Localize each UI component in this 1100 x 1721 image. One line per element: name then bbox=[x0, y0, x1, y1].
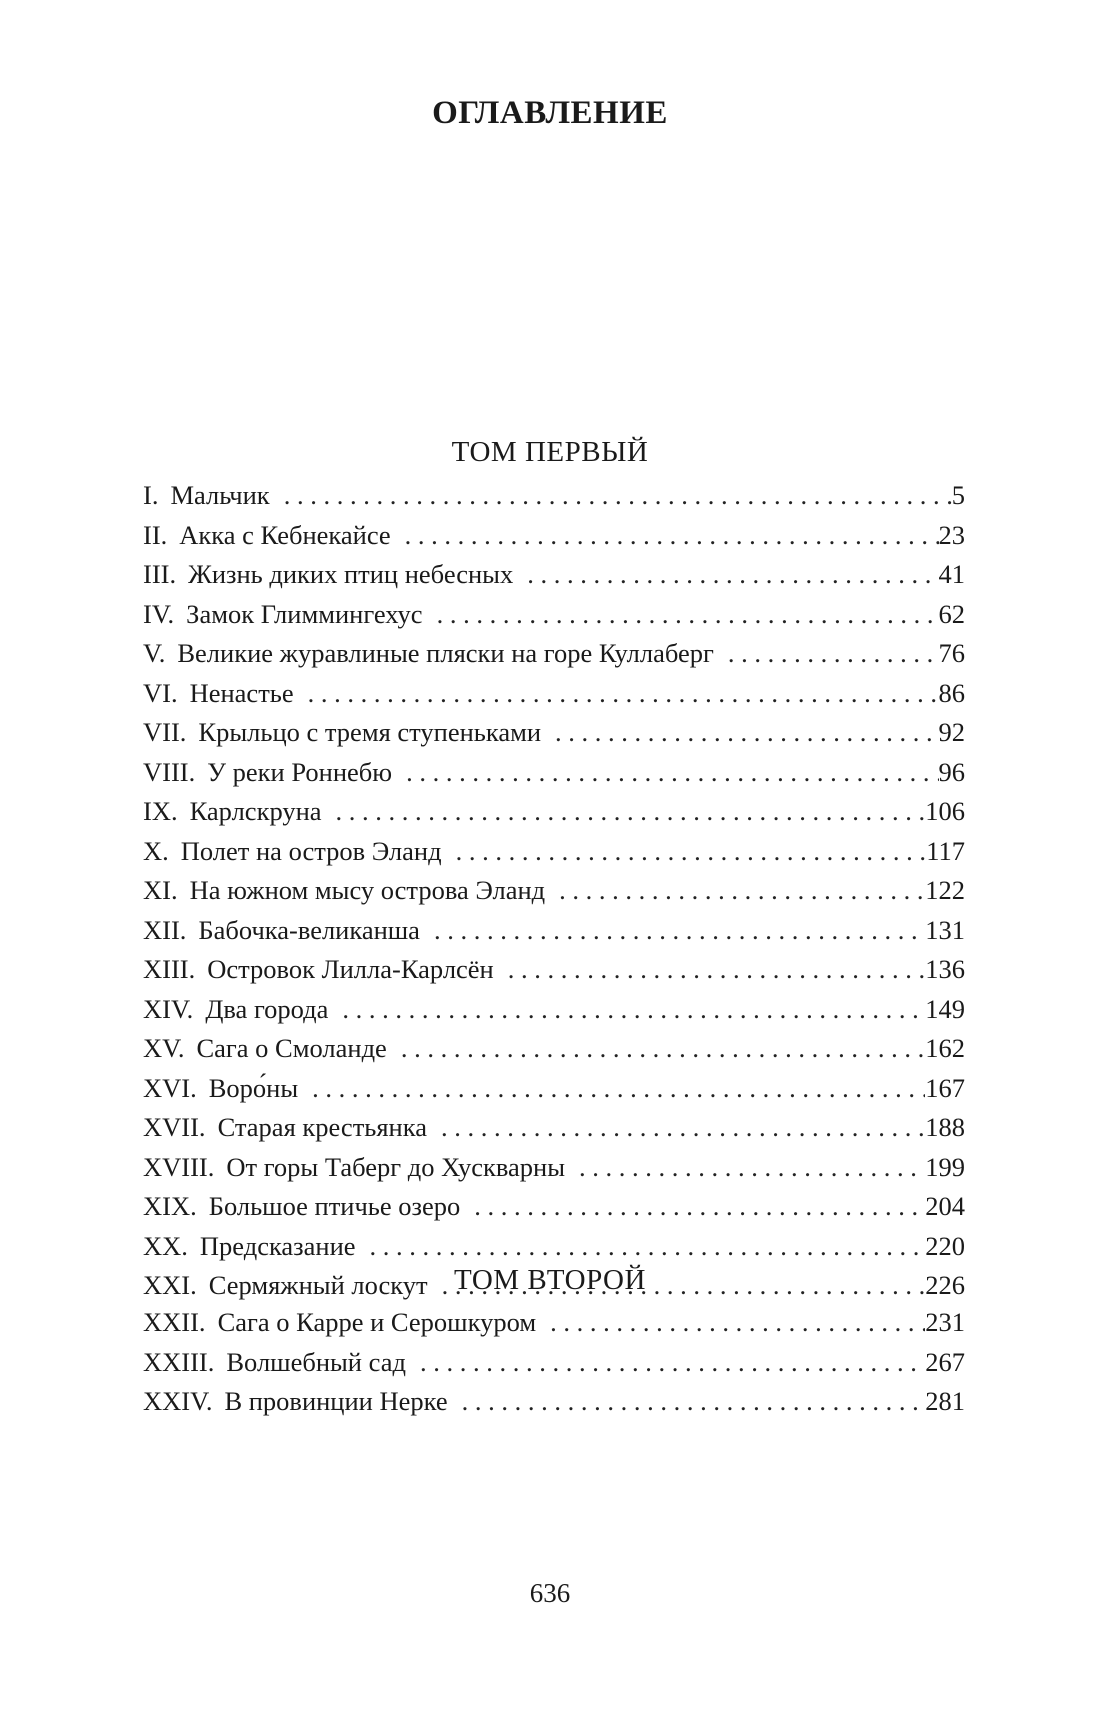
chapter-page-number: 188 bbox=[925, 1112, 965, 1142]
dot-leader bbox=[392, 753, 938, 793]
chapter-page-number: 136 bbox=[925, 954, 965, 984]
dot-leader bbox=[541, 713, 938, 753]
toc-entry bbox=[143, 674, 965, 714]
chapter-page-number: 62 bbox=[938, 598, 965, 629]
toc-entry bbox=[143, 871, 965, 911]
chapter-page-number: 131 bbox=[925, 914, 965, 945]
dot-leader bbox=[536, 1303, 925, 1343]
chapter-title: Сага о Карре и Серошкуром bbox=[217, 1307, 537, 1337]
chapter-number: VII. bbox=[143, 717, 187, 747]
toc-entry bbox=[143, 1108, 965, 1148]
toc-entry bbox=[143, 832, 965, 872]
toc-entry bbox=[143, 792, 965, 832]
chapter-number: VI. bbox=[143, 677, 178, 708]
chapter-page-number: 122 bbox=[925, 875, 965, 905]
chapter-page-number: 117 bbox=[926, 835, 965, 866]
chapter-title: Замок Глиммингехус bbox=[186, 598, 423, 629]
dot-leader bbox=[322, 792, 926, 832]
chapter-number: V. bbox=[143, 638, 166, 668]
toc-entry bbox=[143, 713, 965, 753]
chapter-title: Волшебный сад bbox=[226, 1346, 406, 1377]
dot-leader bbox=[356, 1227, 926, 1267]
chapter-title: От горы Таберг до Хускварны bbox=[226, 1151, 566, 1182]
chapter-page-number: 226 bbox=[925, 1270, 965, 1300]
toc-entry bbox=[143, 634, 965, 674]
dot-leader bbox=[420, 911, 925, 951]
dot-leader bbox=[391, 516, 939, 556]
chapter-title: Островок Лилла-Карлсён bbox=[207, 954, 494, 984]
chapter-number: XXI. bbox=[143, 1270, 197, 1300]
dot-leader bbox=[328, 990, 925, 1030]
chapter-number: XVI. bbox=[143, 1072, 197, 1103]
chapter-number: XI. bbox=[143, 875, 178, 905]
chapter-page-number: 167 bbox=[925, 1072, 965, 1103]
dot-leader bbox=[714, 634, 939, 674]
chapter-number: XIV. bbox=[143, 993, 194, 1024]
dot-leader bbox=[423, 595, 939, 635]
dot-leader bbox=[294, 674, 939, 714]
chapter-page-number: 231 bbox=[925, 1307, 965, 1337]
dot-leader bbox=[513, 555, 938, 595]
chapter-title: В провинции Нерке bbox=[224, 1386, 448, 1416]
dot-leader bbox=[427, 1108, 925, 1148]
toc-entry bbox=[143, 911, 965, 951]
page-title: ОГЛАВЛЕНИЕ bbox=[432, 95, 668, 131]
toc-entry bbox=[143, 990, 965, 1030]
toc-entry bbox=[143, 1187, 965, 1227]
chapter-page-number: 267 bbox=[925, 1346, 965, 1377]
chapter-title: Акка с Кебнекайсе bbox=[179, 519, 391, 550]
toc-entry bbox=[143, 595, 965, 635]
toc-entry bbox=[143, 950, 965, 990]
chapter-number: XX. bbox=[143, 1230, 188, 1261]
chapter-title: Великие журавлиные пляски на горе Куллаберг bbox=[177, 638, 714, 668]
chapter-title: Два города bbox=[205, 993, 329, 1024]
toc-entry bbox=[143, 1029, 965, 1069]
chapter-page-number: 106 bbox=[925, 796, 965, 826]
dot-leader bbox=[406, 1343, 925, 1383]
dot-leader bbox=[387, 1029, 925, 1069]
toc-entry bbox=[143, 1227, 965, 1267]
chapter-number: XVII. bbox=[143, 1112, 206, 1142]
chapter-number: XXII. bbox=[143, 1307, 206, 1337]
chapter-page-number: 96 bbox=[938, 756, 965, 787]
toc-list-volume-2 bbox=[143, 1303, 965, 1422]
chapter-page-number: 199 bbox=[925, 1151, 965, 1182]
chapter-title: Большое птичье озеро bbox=[208, 1191, 461, 1221]
chapter-number: I. bbox=[143, 480, 159, 510]
chapter-number: II. bbox=[143, 519, 168, 550]
chapter-title: На южном мысу острова Эланд bbox=[189, 875, 546, 905]
chapter-page-number: 86 bbox=[938, 677, 965, 708]
chapter-page-number: 204 bbox=[925, 1191, 965, 1221]
dot-leader bbox=[494, 950, 926, 990]
chapter-page-number: 76 bbox=[938, 638, 965, 668]
chapter-title: Сага о Смоланде bbox=[196, 1033, 387, 1063]
toc-entry bbox=[143, 1343, 965, 1383]
chapter-title: Крыльцо с тремя ступеньками bbox=[198, 717, 542, 747]
toc-entry bbox=[143, 476, 965, 516]
chapter-number: XVIII. bbox=[143, 1151, 215, 1182]
chapter-page-number: 149 bbox=[925, 993, 965, 1024]
toc-entry bbox=[143, 1148, 965, 1188]
chapter-page-number: 5 bbox=[951, 480, 965, 510]
dot-leader bbox=[460, 1187, 925, 1227]
chapter-page-number: 92 bbox=[938, 717, 965, 747]
chapter-title: Полет на остров Эланд bbox=[180, 835, 442, 866]
chapter-page-number: 162 bbox=[925, 1033, 965, 1063]
volume-heading-2: ТОМ ВТОРОЙ bbox=[454, 1264, 646, 1296]
chapter-number: VIII. bbox=[143, 756, 196, 787]
page-number: 636 bbox=[529, 1578, 571, 1608]
chapter-page-number: 23 bbox=[938, 519, 965, 550]
toc-entry bbox=[143, 753, 965, 793]
dot-leader bbox=[565, 1148, 925, 1188]
chapter-title: Старая крестьянка bbox=[217, 1112, 427, 1142]
chapter-number: IX. bbox=[143, 796, 178, 826]
dot-leader bbox=[442, 832, 927, 872]
toc-entry bbox=[143, 516, 965, 556]
chapter-number: XXIV. bbox=[143, 1386, 213, 1416]
chapter-page-number: 281 bbox=[925, 1386, 965, 1416]
toc-entry bbox=[143, 1303, 965, 1343]
chapter-number: IV. bbox=[143, 598, 175, 629]
chapter-number: XIX. bbox=[143, 1191, 197, 1221]
volume-heading-1: ТОМ ПЕРВЫЙ bbox=[451, 436, 649, 468]
chapter-number: XIII. bbox=[143, 954, 196, 984]
toc-entry bbox=[143, 1382, 965, 1422]
chapter-number: XII. bbox=[143, 914, 187, 945]
chapter-number: XV. bbox=[143, 1033, 185, 1063]
chapter-number: III. bbox=[143, 559, 177, 589]
chapter-title: Карлскруна bbox=[189, 796, 322, 826]
chapter-title: Сермяжный лоскут bbox=[208, 1270, 428, 1300]
chapter-title: Бабочка-великанша bbox=[198, 914, 420, 945]
dot-leader bbox=[270, 476, 952, 516]
chapter-title: Предсказание bbox=[199, 1230, 356, 1261]
chapter-page-number: 220 bbox=[925, 1230, 965, 1261]
dot-leader bbox=[545, 871, 925, 911]
chapter-page-number: 41 bbox=[938, 559, 965, 589]
chapter-number: XXIII. bbox=[143, 1346, 215, 1377]
toc-entry bbox=[143, 1069, 965, 1109]
chapter-title: У реки Роннебю bbox=[207, 756, 393, 787]
dot-leader bbox=[298, 1069, 925, 1109]
dot-leader bbox=[448, 1382, 926, 1422]
toc-list-volume-1 bbox=[143, 476, 965, 1306]
chapter-title: Ненастье bbox=[189, 677, 294, 708]
toc-entry bbox=[143, 555, 965, 595]
chapter-title: Мальчик bbox=[170, 480, 270, 510]
chapter-title: Жизнь диких птиц небесных bbox=[188, 559, 514, 589]
chapter-number: X. bbox=[143, 835, 169, 866]
chapter-title: Воро́ны bbox=[208, 1072, 299, 1103]
